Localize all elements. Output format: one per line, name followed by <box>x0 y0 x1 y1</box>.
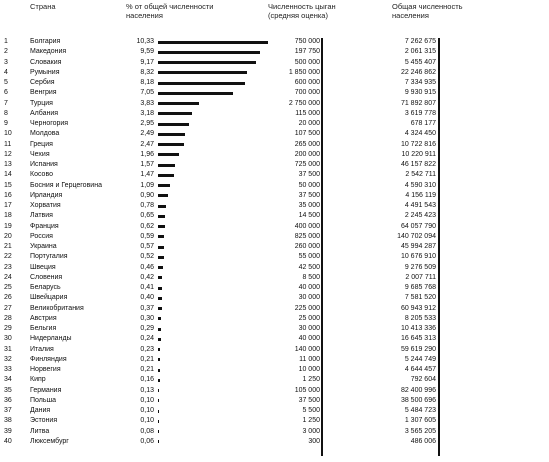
population-count: 2 061 315 <box>404 48 436 56</box>
percent-bar <box>158 410 159 413</box>
roma-count: 50 000 <box>298 181 320 189</box>
country-name: Италия <box>30 345 54 353</box>
percent-label: 0,40 <box>140 294 154 302</box>
country-name: Ирландия <box>30 191 63 199</box>
percent-label: 0,42 <box>140 273 154 281</box>
country-name: Швейцария <box>30 294 68 302</box>
population-count: 4 491 543 <box>404 202 436 209</box>
population-count: 60 943 912 <box>400 304 436 312</box>
percent-label: 0,10 <box>140 417 154 425</box>
percent-bar <box>158 399 159 402</box>
country-name: Косово <box>30 171 53 179</box>
row-number: 14 <box>4 171 12 179</box>
header-roma: Численность цыган (средняя оценка) <box>268 2 336 20</box>
percent-bar <box>158 61 256 64</box>
country-name: Литва <box>30 427 50 435</box>
percent-bar <box>158 246 164 249</box>
row-number: 26 <box>4 294 12 302</box>
percent-label: 9,17 <box>140 58 154 66</box>
percent-label: 8,32 <box>140 68 154 76</box>
percent-label: 2,47 <box>140 140 154 148</box>
population-count: 10 220 911 <box>401 150 436 158</box>
population-count: 9 685 768 <box>404 284 436 291</box>
percent-bar <box>158 71 247 74</box>
percent-label: 2,95 <box>140 120 154 127</box>
population-count: 7 262 675 <box>404 38 436 45</box>
row-number: 38 <box>4 417 12 425</box>
roma-count: 35 000 <box>298 202 320 209</box>
row-number: 11 <box>4 140 12 148</box>
population-count: 4 644 457 <box>404 366 436 373</box>
percent-bar <box>158 379 160 382</box>
population-count: 10 676 910 <box>400 253 436 261</box>
percent-bar <box>158 41 268 44</box>
roma-count: 37 500 <box>298 191 320 199</box>
roma-count: 140 000 <box>294 345 320 353</box>
roma-count: 8 500 <box>302 273 320 281</box>
percent-label: 1,09 <box>140 181 154 189</box>
country-name: Словакия <box>30 58 62 66</box>
country-name: Польша <box>30 396 57 404</box>
population-count: 82 400 996 <box>400 386 436 394</box>
population-count: 22 246 862 <box>400 68 436 76</box>
row-number: 3 <box>4 58 8 66</box>
percent-bar <box>158 92 233 95</box>
row-number: 4 <box>4 68 8 76</box>
population-count: 2 007 711 <box>405 273 436 281</box>
country-name: Украина <box>30 243 57 250</box>
percent-bar <box>158 184 170 187</box>
roma-count: 725 000 <box>294 161 320 168</box>
population-count: 59 619 290 <box>400 345 436 353</box>
population-count: 45 994 287 <box>400 243 436 250</box>
row-number: 33 <box>4 366 12 373</box>
roma-count: 55 000 <box>298 253 320 261</box>
percent-label: 0,06 <box>140 437 154 445</box>
percent-label: 0,29 <box>140 325 154 332</box>
country-name: Македония <box>30 48 67 56</box>
row-number: 40 <box>4 437 12 445</box>
percent-label: 0,78 <box>140 202 154 209</box>
country-name: Швеция <box>30 263 56 271</box>
percent-label: 0,46 <box>140 263 154 271</box>
roma-count: 500 000 <box>294 58 320 66</box>
percent-label: 8,18 <box>140 79 154 86</box>
roma-count: 825 000 <box>294 232 320 240</box>
population-count: 3 565 205 <box>404 427 436 435</box>
row-number: 34 <box>4 376 12 384</box>
percent-bar <box>158 133 185 136</box>
country-name: Чехия <box>30 150 50 158</box>
population-count: 4 156 119 <box>405 191 436 199</box>
country-name: Беларусь <box>30 284 61 291</box>
population-count: 4 324 450 <box>404 130 436 138</box>
roma-count: 115 000 <box>295 109 320 117</box>
percent-bar <box>158 164 175 167</box>
country-name: Нидерланды <box>30 335 72 343</box>
row-number: 25 <box>4 284 12 291</box>
roma-count: 1 250 <box>302 417 320 425</box>
population-count: 5 455 407 <box>404 58 436 66</box>
row-number: 7 <box>4 99 8 107</box>
row-number: 23 <box>4 263 12 271</box>
row-number: 22 <box>4 253 12 261</box>
roma-count: 225 000 <box>294 304 320 312</box>
row-number: 36 <box>4 396 12 404</box>
percent-bar <box>158 205 166 208</box>
roma-count: 40 000 <box>298 284 320 291</box>
population-count: 7 581 520 <box>404 294 436 302</box>
percent-bar <box>158 82 245 85</box>
roma-count: 265 000 <box>294 140 320 148</box>
roma-count: 5 500 <box>302 407 320 414</box>
country-name: Австрия <box>30 314 57 322</box>
roma-count: 1 850 000 <box>288 68 320 76</box>
row-number: 32 <box>4 355 12 363</box>
percent-bar <box>158 225 165 228</box>
percent-bar <box>158 123 189 126</box>
population-count: 3 619 778 <box>404 109 436 117</box>
percent-bar <box>158 369 160 372</box>
roma-count: 300 <box>308 437 320 445</box>
percent-label: 0,90 <box>140 191 154 199</box>
population-count: 16 645 313 <box>400 335 436 343</box>
percent-label: 2,49 <box>140 130 154 138</box>
country-name: Босния и Герцеговина <box>30 181 102 189</box>
percent-bar <box>158 256 164 259</box>
row-number: 31 <box>4 345 12 353</box>
percent-bar <box>158 143 184 146</box>
row-number: 6 <box>4 89 8 97</box>
percent-label: 9,59 <box>140 48 154 56</box>
population-count: 7 334 935 <box>404 79 436 86</box>
population-count: 10 413 336 <box>400 325 436 332</box>
header-percent: % от общей численности населения <box>126 2 214 20</box>
country-name: Люксембург <box>30 437 69 445</box>
row-number: 24 <box>4 273 12 281</box>
country-name: Турция <box>30 99 53 107</box>
percent-label: 0,23 <box>140 345 154 353</box>
percent-bar <box>158 358 160 361</box>
roma-count: 25 000 <box>298 314 320 322</box>
country-name: Хорватия <box>30 202 61 209</box>
country-name: Греция <box>30 140 53 148</box>
roma-count: 400 000 <box>294 222 320 230</box>
country-name: Молдова <box>30 130 60 138</box>
percent-label: 0,65 <box>140 212 154 220</box>
row-number: 27 <box>4 304 12 312</box>
country-name: Германия <box>30 386 62 394</box>
header-population: Общая численность населения <box>392 2 463 20</box>
row-number: 13 <box>4 161 12 168</box>
percent-bar <box>158 440 159 443</box>
roma-count: 2 750 000 <box>288 99 320 107</box>
percent-bar <box>158 328 161 331</box>
roma-count: 11 000 <box>299 355 320 363</box>
roma-count: 1 250 <box>302 376 320 384</box>
roma-count: 200 000 <box>294 150 320 158</box>
roma-count: 600 000 <box>294 79 320 86</box>
percent-bar <box>158 112 192 115</box>
percent-label: 1,47 <box>140 171 154 179</box>
percent-bar <box>158 215 165 218</box>
percent-label: 7,05 <box>140 89 154 97</box>
percent-label: 0,37 <box>140 304 154 312</box>
country-name: Великобритания <box>30 304 84 312</box>
row-number: 19 <box>4 222 12 230</box>
roma-count: 750 000 <box>294 38 320 45</box>
population-count: 9 276 509 <box>404 263 436 271</box>
percent-label: 0,59 <box>140 232 154 240</box>
country-name: Норвегия <box>30 366 61 373</box>
population-count: 5 244 749 <box>404 355 436 363</box>
row-number: 28 <box>4 314 12 322</box>
population-count: 2 542 711 <box>405 171 436 179</box>
percent-bar <box>158 287 162 290</box>
percent-label: 0,41 <box>140 284 154 291</box>
percent-label: 0,16 <box>140 376 154 384</box>
percent-label: 0,10 <box>140 407 154 414</box>
row-number: 29 <box>4 325 12 332</box>
country-name: Румыния <box>30 68 60 76</box>
row-number: 10 <box>4 130 12 138</box>
percent-bar <box>158 338 161 341</box>
roma-count: 37 500 <box>298 171 320 179</box>
country-name: Словения <box>30 273 63 281</box>
percent-label: 0,57 <box>140 243 154 250</box>
percent-bar <box>158 266 163 269</box>
population-count: 71 892 807 <box>400 99 436 107</box>
roma-count: 700 000 <box>294 89 320 97</box>
row-number: 9 <box>4 120 8 127</box>
roma-count: 197 750 <box>294 48 320 56</box>
roma-count: 14 500 <box>298 212 320 220</box>
row-number: 20 <box>4 232 12 240</box>
percent-bar <box>158 420 159 423</box>
percent-bar <box>158 307 162 310</box>
percent-bar <box>158 297 162 300</box>
population-count: 5 484 723 <box>404 407 436 414</box>
percent-bar <box>158 194 168 197</box>
row-number: 8 <box>4 109 8 117</box>
roma-count: 10 000 <box>298 366 320 373</box>
country-name: Кипр <box>30 376 46 384</box>
roma-count: 107 500 <box>294 130 320 138</box>
row-number: 35 <box>4 386 12 394</box>
percent-bar <box>158 153 179 156</box>
population-count: 1 307 605 <box>404 417 436 425</box>
roma-count: 20 000 <box>298 120 320 127</box>
percent-label: 10,33 <box>136 38 154 45</box>
percent-label: 1,57 <box>140 161 154 168</box>
percent-bar <box>158 348 160 351</box>
roma-count: 105 000 <box>294 386 320 394</box>
row-number: 37 <box>4 407 12 414</box>
percent-label: 0,08 <box>140 427 154 435</box>
percent-label: 3,18 <box>140 109 154 117</box>
percent-label: 0,10 <box>140 396 154 404</box>
country-name: Латвия <box>30 212 53 220</box>
country-name: Венгрия <box>30 89 57 97</box>
country-name: Дания <box>30 407 51 414</box>
country-name: Сербия <box>30 79 55 86</box>
country-name: Албания <box>30 109 59 117</box>
percent-bar <box>158 389 159 392</box>
population-count: 38 500 696 <box>400 396 436 404</box>
roma-count: 42 500 <box>298 263 320 271</box>
percent-label: 0,30 <box>140 314 154 322</box>
population-count: 140 702 094 <box>397 232 436 240</box>
row-number: 12 <box>4 150 12 158</box>
row-number: 16 <box>4 191 12 199</box>
percent-bar <box>158 276 162 279</box>
percent-bar <box>158 430 159 433</box>
roma-count: 37 500 <box>298 396 320 404</box>
percent-bar <box>158 51 260 54</box>
percent-bar <box>158 102 199 105</box>
population-count: 792 604 <box>410 376 436 384</box>
roma-count: 260 000 <box>294 243 320 250</box>
row-number: 1 <box>4 38 8 45</box>
percent-label: 0,21 <box>140 355 154 363</box>
population-count: 9 930 915 <box>404 89 436 97</box>
row-number: 21 <box>4 243 12 250</box>
percent-label: 0,21 <box>140 366 154 373</box>
population-count: 678 177 <box>410 120 436 127</box>
roma-count: 30 000 <box>298 325 320 332</box>
population-count: 4 590 310 <box>404 181 436 189</box>
country-name: Испания <box>30 161 58 168</box>
row-number: 2 <box>4 48 8 56</box>
percent-label: 0,24 <box>140 335 154 343</box>
row-number: 39 <box>4 427 12 435</box>
country-name: Россия <box>30 232 53 240</box>
country-name: Эстония <box>30 417 58 425</box>
population-count: 486 006 <box>410 437 436 445</box>
percent-bar <box>158 235 164 238</box>
row-number: 5 <box>4 79 8 86</box>
country-name: Бельгия <box>30 325 57 332</box>
population-count: 64 057 790 <box>400 222 436 230</box>
row-number: 30 <box>4 335 12 343</box>
percent-label: 0,13 <box>140 386 154 394</box>
population-count: 2 245 423 <box>404 212 436 220</box>
country-name: Португалия <box>30 253 68 261</box>
roma-count: 40 000 <box>298 335 320 343</box>
percent-bar <box>158 317 161 320</box>
population-count: 8 205 533 <box>404 314 436 322</box>
percent-label: 3,83 <box>140 99 154 107</box>
header-country: Страна <box>30 2 56 11</box>
roma-count: 30 000 <box>298 294 320 302</box>
percent-label: 0,52 <box>140 253 154 261</box>
percent-bar <box>158 174 174 177</box>
population-count: 46 157 822 <box>400 161 436 168</box>
roma-count: 3 000 <box>302 427 320 435</box>
country-name: Франция <box>30 222 59 230</box>
country-name: Черногория <box>30 120 69 127</box>
row-number: 17 <box>4 202 12 209</box>
row-number: 15 <box>4 181 12 189</box>
row-number: 18 <box>4 212 12 220</box>
country-name: Болгария <box>30 38 61 45</box>
percent-label: 0,62 <box>140 222 154 230</box>
population-count: 10 722 816 <box>400 140 436 148</box>
percent-label: 1,96 <box>140 150 154 158</box>
country-name: Финляндия <box>30 355 67 363</box>
